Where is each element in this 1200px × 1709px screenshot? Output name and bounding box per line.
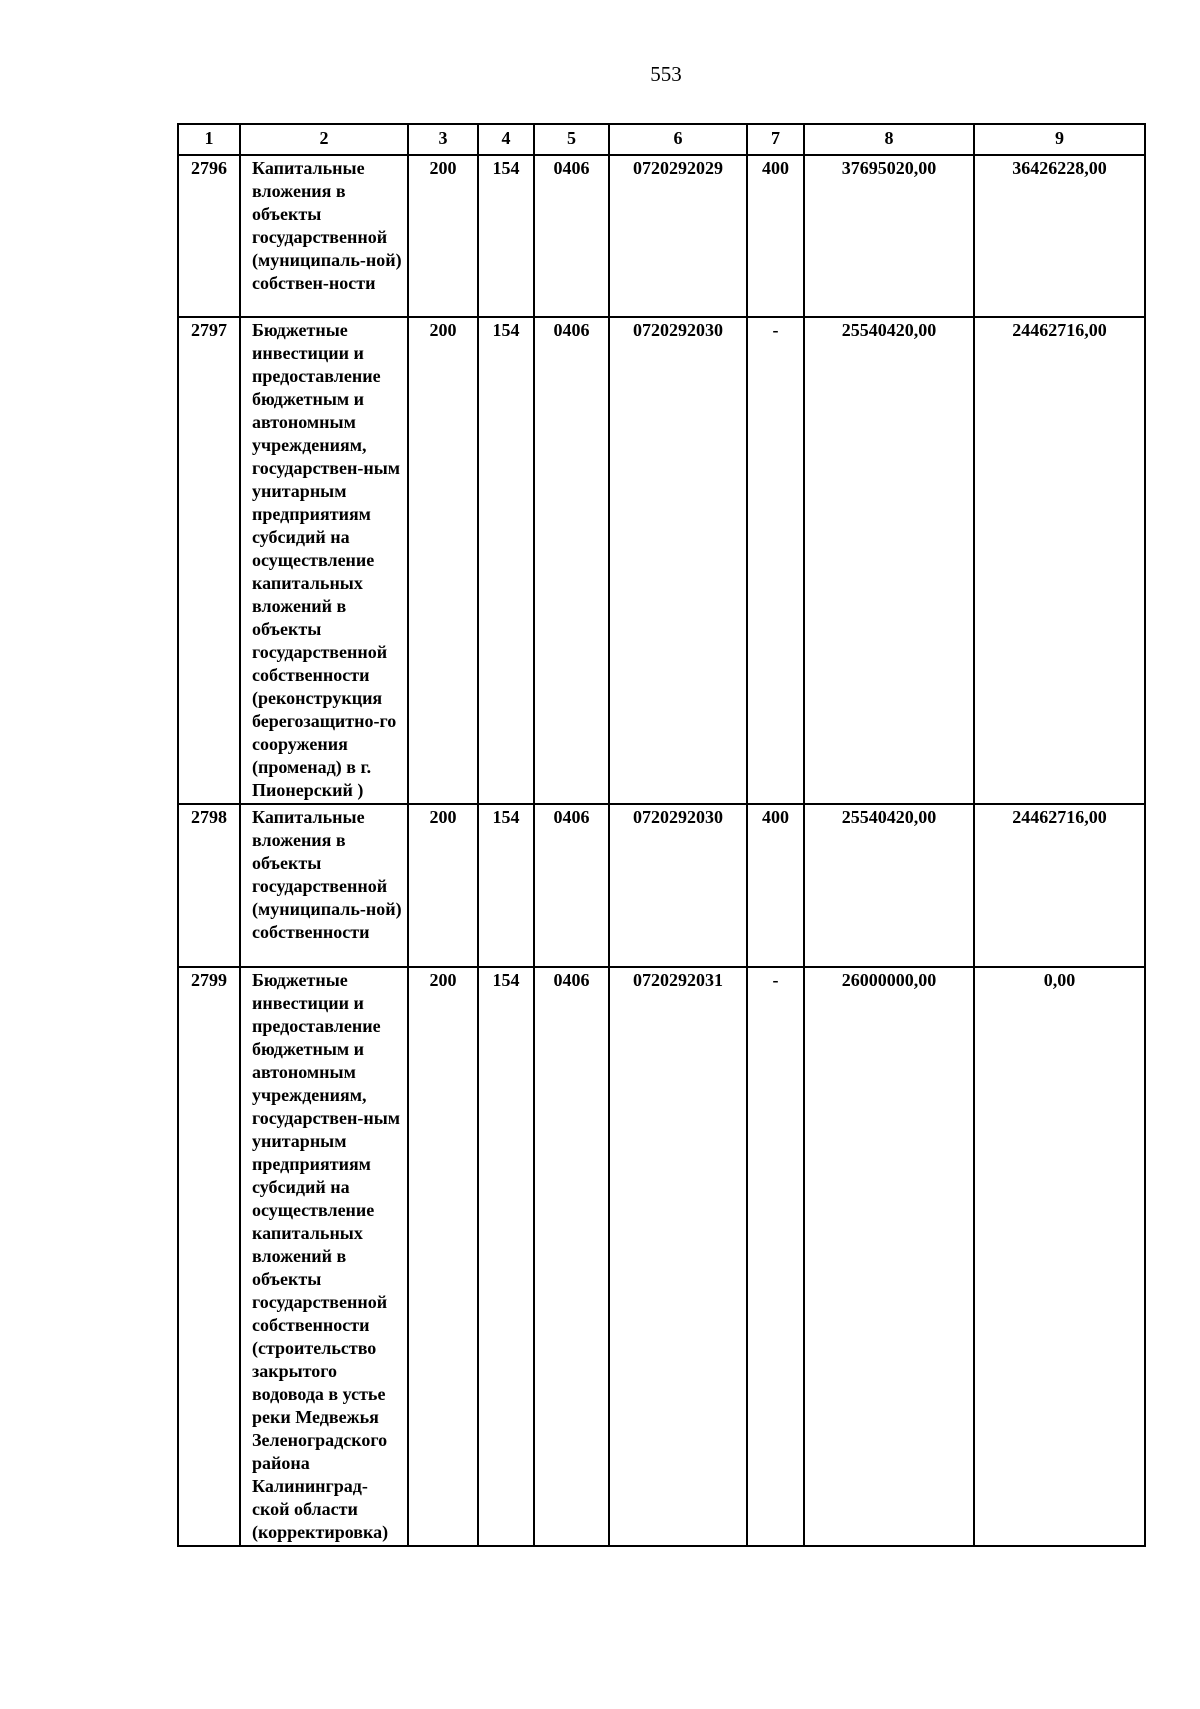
- column-header: 5: [534, 124, 609, 155]
- expense-name: Капитальные вложения в объекты государственной (муниципаль-ной) собственности: [240, 804, 408, 967]
- table-row: [178, 317, 1145, 804]
- target-article: 0720292029: [609, 155, 747, 317]
- table-row: [178, 155, 1145, 317]
- amount-plan: 25540420,00: [804, 804, 974, 967]
- target-article: 0720292030: [609, 317, 747, 804]
- table-header-row: [178, 124, 1145, 155]
- column-header: 7: [747, 124, 804, 155]
- column-header: 2: [240, 124, 408, 155]
- section-code: 0406: [534, 155, 609, 317]
- page-number: 553: [650, 62, 682, 86]
- column-header: 3: [408, 124, 478, 155]
- amount-actual: 24462716,00: [974, 317, 1145, 804]
- budget-table: [177, 123, 1146, 1547]
- expense-type: -: [747, 967, 804, 1546]
- amount-plan: 26000000,00: [804, 967, 974, 1546]
- ministry-code: 154: [478, 967, 534, 1546]
- amount-plan: 25540420,00: [804, 317, 974, 804]
- expense-type: -: [747, 317, 804, 804]
- amount-actual: 36426228,00: [974, 155, 1145, 317]
- column-header: 6: [609, 124, 747, 155]
- amount-actual: 24462716,00: [974, 804, 1145, 967]
- section-code: 0406: [534, 967, 609, 1546]
- ministry-code: 154: [478, 155, 534, 317]
- row-number: 2798: [178, 804, 240, 967]
- amount-plan: 37695020,00: [804, 155, 974, 317]
- table-row: [178, 967, 1145, 1546]
- target-article: 0720292031: [609, 967, 747, 1546]
- expense-name: Бюджетные инвестиции и предоставление бюджетным и автономным учреждениям, государствен-ным унитарным предприятиям субсидий на осуществление капитальных вложений в объекты государственной собственности (строительство закрытого водовода в устье реки Медвежья Зеленоградского района Калининград-ской области (корректировка): [240, 967, 408, 1546]
- ministry-code: 154: [478, 804, 534, 967]
- table-row: [178, 804, 1145, 967]
- row-number: 2796: [178, 155, 240, 317]
- amount-actual: 0,00: [974, 967, 1145, 1546]
- column-header: 8: [804, 124, 974, 155]
- row-number: 2797: [178, 317, 240, 804]
- section-code: 0406: [534, 317, 609, 804]
- admin-code: 200: [408, 804, 478, 967]
- column-header: 4: [478, 124, 534, 155]
- expense-type: 400: [747, 155, 804, 317]
- column-header: 1: [178, 124, 240, 155]
- target-article: 0720292030: [609, 804, 747, 967]
- admin-code: 200: [408, 155, 478, 317]
- admin-code: 200: [408, 317, 478, 804]
- expense-name: Капитальные вложения в объекты государственной (муниципаль-ной) собствен-ности: [240, 155, 408, 317]
- section-code: 0406: [534, 804, 609, 967]
- ministry-code: 154: [478, 317, 534, 804]
- row-number: 2799: [178, 967, 240, 1546]
- column-header: 9: [974, 124, 1145, 155]
- expense-name: Бюджетные инвестиции и предоставление бюджетным и автономным учреждениям, государствен-ным унитарным предприятиям субсидий на осуществление капитальных вложений в объекты государственной собственности (реконструкция берегозащитно-го сооружения (променад) в г. Пионерский ): [240, 317, 408, 804]
- expense-type: 400: [747, 804, 804, 967]
- admin-code: 200: [408, 967, 478, 1546]
